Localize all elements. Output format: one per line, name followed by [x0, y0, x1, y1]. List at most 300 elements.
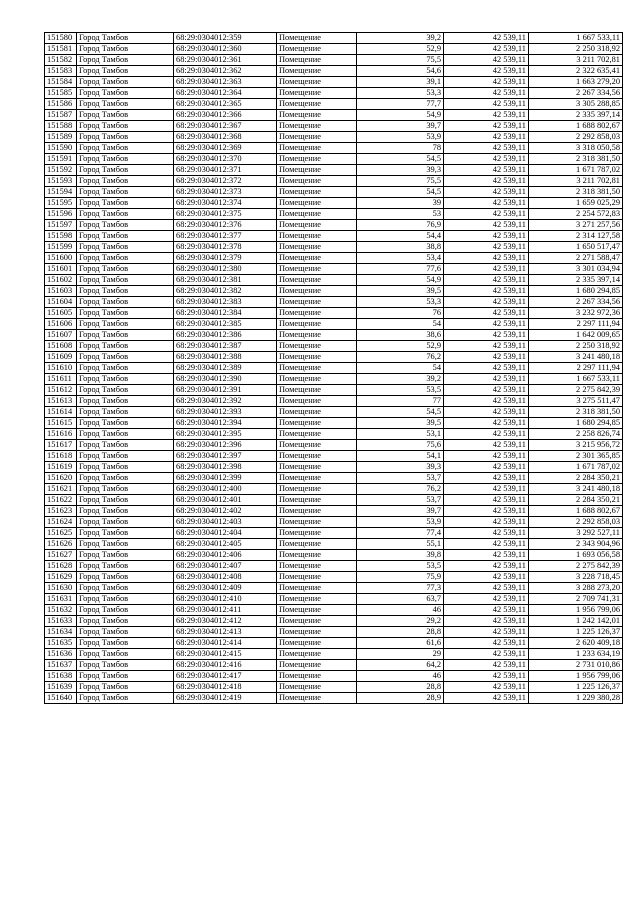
property-type-cell: Помещение [277, 693, 357, 704]
cadastral-value-cell: 3 271 257,56 [529, 220, 623, 231]
cadastral-value-cell: 1 688 802,67 [529, 506, 623, 517]
area-cell: 63,7 [357, 594, 444, 605]
table-row [45, 462, 623, 473]
cadastral-number-cell: 68:29:0304012:416 [174, 660, 277, 671]
area-cell: 77,4 [357, 528, 444, 539]
cadastral-number-cell: 68:29:0304012:394 [174, 418, 277, 429]
table-row [45, 572, 623, 583]
area-cell: 76 [357, 308, 444, 319]
area-cell: 77,7 [357, 99, 444, 110]
table-row [45, 187, 623, 198]
area-cell: 28,8 [357, 682, 444, 693]
unit-price-cell: 42 539,11 [444, 352, 529, 363]
unit-price-cell: 42 539,11 [444, 110, 529, 121]
unit-price-cell: 42 539,11 [444, 660, 529, 671]
row-id-cell: 151605 [45, 308, 77, 319]
cadastral-value-cell: 2 250 318,92 [529, 341, 623, 352]
city-cell: Город Тамбов [77, 154, 174, 165]
cadastral-value-cell: 3 275 511,47 [529, 396, 623, 407]
city-cell: Город Тамбов [77, 132, 174, 143]
cadastral-number-cell: 68:29:0304012:387 [174, 341, 277, 352]
table-row [45, 429, 623, 440]
cadastral-value-cell: 3 228 718,45 [529, 572, 623, 583]
cadastral-value-cell: 1 671 787,02 [529, 462, 623, 473]
area-cell: 75,5 [357, 55, 444, 66]
row-id-cell: 151584 [45, 77, 77, 88]
city-cell: Город Тамбов [77, 572, 174, 583]
city-cell: Город Тамбов [77, 99, 174, 110]
cadastral-number-cell: 68:29:0304012:369 [174, 143, 277, 154]
row-id-cell: 151585 [45, 88, 77, 99]
cadastral-value-cell: 1 956 799,06 [529, 671, 623, 682]
property-type-cell: Помещение [277, 198, 357, 209]
area-cell: 53 [357, 209, 444, 220]
row-id-cell: 151595 [45, 198, 77, 209]
cadastral-value-cell: 2 271 588,47 [529, 253, 623, 264]
cadastral-value-cell: 2 254 572,83 [529, 209, 623, 220]
cadastral-value-cell: 2 275 842,39 [529, 561, 623, 572]
row-id-cell: 151614 [45, 407, 77, 418]
table-row [45, 363, 623, 374]
unit-price-cell: 42 539,11 [444, 693, 529, 704]
area-cell: 54,5 [357, 407, 444, 418]
city-cell: Город Тамбов [77, 594, 174, 605]
area-cell: 39,3 [357, 165, 444, 176]
cadastral-number-cell: 68:29:0304012:364 [174, 88, 277, 99]
cadastral-value-cell: 1 667 533,11 [529, 33, 623, 44]
cadastral-number-cell: 68:29:0304012:390 [174, 374, 277, 385]
cadastral-value-cell: 2 322 635,41 [529, 66, 623, 77]
cadastral-number-cell: 68:29:0304012:397 [174, 451, 277, 462]
unit-price-cell: 42 539,11 [444, 396, 529, 407]
row-id-cell: 151630 [45, 583, 77, 594]
row-id-cell: 151587 [45, 110, 77, 121]
area-cell: 39 [357, 198, 444, 209]
cadastral-number-cell: 68:29:0304012:378 [174, 242, 277, 253]
row-id-cell: 151615 [45, 418, 77, 429]
area-cell: 38,8 [357, 242, 444, 253]
cadastral-value-cell: 2 275 842,39 [529, 385, 623, 396]
city-cell: Город Тамбов [77, 242, 174, 253]
area-cell: 76,2 [357, 352, 444, 363]
row-id-cell: 151623 [45, 506, 77, 517]
row-id-cell: 151621 [45, 484, 77, 495]
area-cell: 39,7 [357, 506, 444, 517]
cadastral-number-cell: 68:29:0304012:408 [174, 572, 277, 583]
cadastral-value-cell: 2 250 318,92 [529, 44, 623, 55]
city-cell: Город Тамбов [77, 44, 174, 55]
table-row [45, 660, 623, 671]
city-cell: Город Тамбов [77, 33, 174, 44]
table-row [45, 319, 623, 330]
unit-price-cell: 42 539,11 [444, 451, 529, 462]
unit-price-cell: 42 539,11 [444, 242, 529, 253]
cadastral-value-cell: 1 693 056,58 [529, 550, 623, 561]
unit-price-cell: 42 539,11 [444, 374, 529, 385]
city-cell: Город Тамбов [77, 528, 174, 539]
table-row [45, 550, 623, 561]
cadastral-value-cell: 2 343 904,96 [529, 539, 623, 550]
property-type-cell: Помещение [277, 407, 357, 418]
unit-price-cell: 42 539,11 [444, 616, 529, 627]
area-cell: 75,6 [357, 440, 444, 451]
row-id-cell: 151634 [45, 627, 77, 638]
row-id-cell: 151635 [45, 638, 77, 649]
property-type-cell: Помещение [277, 429, 357, 440]
property-type-cell: Помещение [277, 517, 357, 528]
cadastral-value-cell: 1 680 294,85 [529, 418, 623, 429]
property-type-cell: Помещение [277, 528, 357, 539]
city-cell: Город Тамбов [77, 396, 174, 407]
area-cell: 77,6 [357, 264, 444, 275]
row-id-cell: 151611 [45, 374, 77, 385]
cadastral-value-cell: 3 288 273,20 [529, 583, 623, 594]
unit-price-cell: 42 539,11 [444, 363, 529, 374]
area-cell: 29,2 [357, 616, 444, 627]
area-cell: 78 [357, 143, 444, 154]
area-cell: 39,8 [357, 550, 444, 561]
cadastral-value-cell: 2 284 350,21 [529, 473, 623, 484]
property-type-cell: Помещение [277, 583, 357, 594]
unit-price-cell: 42 539,11 [444, 55, 529, 66]
row-id-cell: 151612 [45, 385, 77, 396]
area-cell: 54 [357, 319, 444, 330]
area-cell: 54,5 [357, 187, 444, 198]
row-id-cell: 151618 [45, 451, 77, 462]
property-type-cell: Помещение [277, 671, 357, 682]
unit-price-cell: 42 539,11 [444, 198, 529, 209]
unit-price-cell: 42 539,11 [444, 308, 529, 319]
table-row [45, 649, 623, 660]
city-cell: Город Тамбов [77, 440, 174, 451]
unit-price-cell: 42 539,11 [444, 220, 529, 231]
area-cell: 54,9 [357, 275, 444, 286]
table-row [45, 418, 623, 429]
cadastral-number-cell: 68:29:0304012:391 [174, 385, 277, 396]
row-id-cell: 151608 [45, 341, 77, 352]
city-cell: Город Тамбов [77, 286, 174, 297]
unit-price-cell: 42 539,11 [444, 121, 529, 132]
property-type-cell: Помещение [277, 253, 357, 264]
cadastral-value-cell: 2 318 381,50 [529, 407, 623, 418]
row-id-cell: 151583 [45, 66, 77, 77]
row-id-cell: 151588 [45, 121, 77, 132]
cadastral-number-cell: 68:29:0304012:396 [174, 440, 277, 451]
property-type-cell: Помещение [277, 99, 357, 110]
table-row [45, 594, 623, 605]
row-id-cell: 151594 [45, 187, 77, 198]
row-id-cell: 151620 [45, 473, 77, 484]
table-row [45, 242, 623, 253]
city-cell: Город Тамбов [77, 165, 174, 176]
area-cell: 54,5 [357, 154, 444, 165]
city-cell: Город Тамбов [77, 693, 174, 704]
row-id-cell: 151629 [45, 572, 77, 583]
cadastral-value-cell: 1 663 279,20 [529, 77, 623, 88]
city-cell: Город Тамбов [77, 66, 174, 77]
row-id-cell: 151631 [45, 594, 77, 605]
cadastral-value-cell: 1 233 634,19 [529, 649, 623, 660]
unit-price-cell: 42 539,11 [444, 209, 529, 220]
cadastral-value-cell: 1 671 787,02 [529, 165, 623, 176]
table-row [45, 330, 623, 341]
unit-price-cell: 42 539,11 [444, 682, 529, 693]
area-cell: 54,1 [357, 451, 444, 462]
city-cell: Город Тамбов [77, 121, 174, 132]
cadastral-number-cell: 68:29:0304012:386 [174, 330, 277, 341]
cadastral-number-cell: 68:29:0304012:371 [174, 165, 277, 176]
area-cell: 39,2 [357, 33, 444, 44]
table-body [45, 33, 623, 704]
table-row [45, 506, 623, 517]
table-row [45, 132, 623, 143]
city-cell: Город Тамбов [77, 506, 174, 517]
city-cell: Город Тамбов [77, 319, 174, 330]
cadastral-number-cell: 68:29:0304012:400 [174, 484, 277, 495]
table-row [45, 297, 623, 308]
unit-price-cell: 42 539,11 [444, 594, 529, 605]
property-type-cell: Помещение [277, 330, 357, 341]
cadastral-value-cell: 2 318 381,50 [529, 187, 623, 198]
table-row [45, 44, 623, 55]
row-id-cell: 151622 [45, 495, 77, 506]
row-id-cell: 151589 [45, 132, 77, 143]
cadastral-number-cell: 68:29:0304012:401 [174, 495, 277, 506]
city-cell: Город Тамбов [77, 374, 174, 385]
property-type-cell: Помещение [277, 55, 357, 66]
property-type-cell: Помещение [277, 143, 357, 154]
row-id-cell: 151619 [45, 462, 77, 473]
city-cell: Город Тамбов [77, 253, 174, 264]
unit-price-cell: 42 539,11 [444, 638, 529, 649]
unit-price-cell: 42 539,11 [444, 253, 529, 264]
property-type-cell: Помещение [277, 187, 357, 198]
unit-price-cell: 42 539,11 [444, 165, 529, 176]
city-cell: Город Тамбов [77, 330, 174, 341]
cadastral-number-cell: 68:29:0304012:418 [174, 682, 277, 693]
cadastral-value-cell: 2 258 826,74 [529, 429, 623, 440]
table-row [45, 396, 623, 407]
row-id-cell: 151581 [45, 44, 77, 55]
city-cell: Город Тамбов [77, 187, 174, 198]
table-row [45, 308, 623, 319]
unit-price-cell: 42 539,11 [444, 407, 529, 418]
cadastral-number-cell: 68:29:0304012:398 [174, 462, 277, 473]
area-cell: 53,3 [357, 88, 444, 99]
city-cell: Город Тамбов [77, 495, 174, 506]
cadastral-value-cell: 1 659 025,29 [529, 198, 623, 209]
area-cell: 53,4 [357, 253, 444, 264]
row-id-cell: 151598 [45, 231, 77, 242]
unit-price-cell: 42 539,11 [444, 561, 529, 572]
cadastral-number-cell: 68:29:0304012:370 [174, 154, 277, 165]
table-row [45, 605, 623, 616]
city-cell: Город Тамбов [77, 275, 174, 286]
city-cell: Город Тамбов [77, 561, 174, 572]
cadastral-number-cell: 68:29:0304012:384 [174, 308, 277, 319]
area-cell: 75,9 [357, 572, 444, 583]
table-row [45, 121, 623, 132]
cadastral-value-cell: 3 292 527,11 [529, 528, 623, 539]
property-type-cell: Помещение [277, 319, 357, 330]
cadastral-number-cell: 68:29:0304012:412 [174, 616, 277, 627]
unit-price-cell: 42 539,11 [444, 319, 529, 330]
city-cell: Город Тамбов [77, 220, 174, 231]
unit-price-cell: 42 539,11 [444, 583, 529, 594]
row-id-cell: 151590 [45, 143, 77, 154]
row-id-cell: 151638 [45, 671, 77, 682]
area-cell: 28,9 [357, 693, 444, 704]
area-cell: 64,2 [357, 660, 444, 671]
area-cell: 76,2 [357, 484, 444, 495]
cadastral-number-cell: 68:29:0304012:406 [174, 550, 277, 561]
cadastral-number-cell: 68:29:0304012:376 [174, 220, 277, 231]
area-cell: 77 [357, 396, 444, 407]
unit-price-cell: 42 539,11 [444, 176, 529, 187]
row-id-cell: 151591 [45, 154, 77, 165]
city-cell: Город Тамбов [77, 231, 174, 242]
row-id-cell: 151626 [45, 539, 77, 550]
row-id-cell: 151601 [45, 264, 77, 275]
table-row [45, 220, 623, 231]
area-cell: 53,5 [357, 561, 444, 572]
cadastral-number-cell: 68:29:0304012:392 [174, 396, 277, 407]
city-cell: Город Тамбов [77, 660, 174, 671]
cadastral-value-cell: 2 709 741,31 [529, 594, 623, 605]
cadastral-number-cell: 68:29:0304012:404 [174, 528, 277, 539]
unit-price-cell: 42 539,11 [444, 286, 529, 297]
cadastral-value-cell: 3 211 702,81 [529, 55, 623, 66]
cadastral-value-cell: 3 241 480,18 [529, 352, 623, 363]
cadastral-number-cell: 68:29:0304012:402 [174, 506, 277, 517]
city-cell: Город Тамбов [77, 682, 174, 693]
table-row [45, 473, 623, 484]
cadastral-number-cell: 68:29:0304012:362 [174, 66, 277, 77]
city-cell: Город Тамбов [77, 539, 174, 550]
property-type-cell: Помещение [277, 66, 357, 77]
table-row [45, 451, 623, 462]
cadastral-value-cell: 3 318 050,58 [529, 143, 623, 154]
unit-price-cell: 42 539,11 [444, 99, 529, 110]
property-type-cell: Помещение [277, 660, 357, 671]
city-cell: Город Тамбов [77, 77, 174, 88]
cadastral-value-cell: 1 225 126,37 [529, 627, 623, 638]
unit-price-cell: 42 539,11 [444, 462, 529, 473]
area-cell: 54,9 [357, 110, 444, 121]
table-row [45, 198, 623, 209]
property-type-cell: Помещение [277, 88, 357, 99]
unit-price-cell: 42 539,11 [444, 649, 529, 660]
city-cell: Город Тамбов [77, 462, 174, 473]
row-id-cell: 151607 [45, 330, 77, 341]
property-table [44, 32, 623, 704]
property-type-cell: Помещение [277, 649, 357, 660]
row-id-cell: 151610 [45, 363, 77, 374]
area-cell: 46 [357, 671, 444, 682]
area-cell: 39,2 [357, 374, 444, 385]
city-cell: Город Тамбов [77, 550, 174, 561]
city-cell: Город Тамбов [77, 297, 174, 308]
property-type-cell: Помещение [277, 561, 357, 572]
cadastral-value-cell: 3 211 702,81 [529, 176, 623, 187]
cadastral-number-cell: 68:29:0304012:405 [174, 539, 277, 550]
property-type-cell: Помещение [277, 110, 357, 121]
table-row [45, 341, 623, 352]
unit-price-cell: 42 539,11 [444, 187, 529, 198]
city-cell: Город Тамбов [77, 671, 174, 682]
city-cell: Город Тамбов [77, 88, 174, 99]
area-cell: 39,5 [357, 286, 444, 297]
table-row [45, 682, 623, 693]
row-id-cell: 151602 [45, 275, 77, 286]
city-cell: Город Тамбов [77, 385, 174, 396]
cadastral-number-cell: 68:29:0304012:381 [174, 275, 277, 286]
area-cell: 46 [357, 605, 444, 616]
area-cell: 52,9 [357, 44, 444, 55]
cadastral-value-cell: 2 267 334,56 [529, 297, 623, 308]
property-type-cell: Помещение [277, 275, 357, 286]
row-id-cell: 151639 [45, 682, 77, 693]
table-row [45, 484, 623, 495]
table-row [45, 385, 623, 396]
area-cell: 52,9 [357, 341, 444, 352]
area-cell: 39,3 [357, 462, 444, 473]
cadastral-value-cell: 1 242 142,01 [529, 616, 623, 627]
cadastral-value-cell: 2 267 334,56 [529, 88, 623, 99]
cadastral-number-cell: 68:29:0304012:359 [174, 33, 277, 44]
area-cell: 54,4 [357, 231, 444, 242]
property-type-cell: Помещение [277, 484, 357, 495]
table-row [45, 66, 623, 77]
cadastral-value-cell: 2 335 397,14 [529, 275, 623, 286]
property-type-cell: Помещение [277, 451, 357, 462]
city-cell: Город Тамбов [77, 583, 174, 594]
property-type-cell: Помещение [277, 341, 357, 352]
cadastral-number-cell: 68:29:0304012:382 [174, 286, 277, 297]
table-row [45, 638, 623, 649]
property-type-cell: Помещение [277, 440, 357, 451]
cadastral-value-cell: 1 688 802,67 [529, 121, 623, 132]
city-cell: Город Тамбов [77, 209, 174, 220]
cadastral-number-cell: 68:29:0304012:410 [174, 594, 277, 605]
row-id-cell: 151599 [45, 242, 77, 253]
cadastral-number-cell: 68:29:0304012:393 [174, 407, 277, 418]
property-type-cell: Помещение [277, 242, 357, 253]
city-cell: Город Тамбов [77, 605, 174, 616]
unit-price-cell: 42 539,11 [444, 572, 529, 583]
cadastral-number-cell: 68:29:0304012:389 [174, 363, 277, 374]
table-row [45, 616, 623, 627]
area-cell: 39,7 [357, 121, 444, 132]
unit-price-cell: 42 539,11 [444, 385, 529, 396]
table-row [45, 583, 623, 594]
property-type-cell: Помещение [277, 616, 357, 627]
cadastral-number-cell: 68:29:0304012:413 [174, 627, 277, 638]
unit-price-cell: 42 539,11 [444, 517, 529, 528]
property-type-cell: Помещение [277, 363, 357, 374]
area-cell: 54 [357, 363, 444, 374]
unit-price-cell: 42 539,11 [444, 627, 529, 638]
area-cell: 75,5 [357, 176, 444, 187]
table-row [45, 88, 623, 99]
cadastral-number-cell: 68:29:0304012:411 [174, 605, 277, 616]
city-cell: Город Тамбов [77, 649, 174, 660]
city-cell: Город Тамбов [77, 407, 174, 418]
cadastral-number-cell: 68:29:0304012:385 [174, 319, 277, 330]
unit-price-cell: 42 539,11 [444, 605, 529, 616]
cadastral-value-cell: 2 318 381,50 [529, 154, 623, 165]
area-cell: 76,9 [357, 220, 444, 231]
